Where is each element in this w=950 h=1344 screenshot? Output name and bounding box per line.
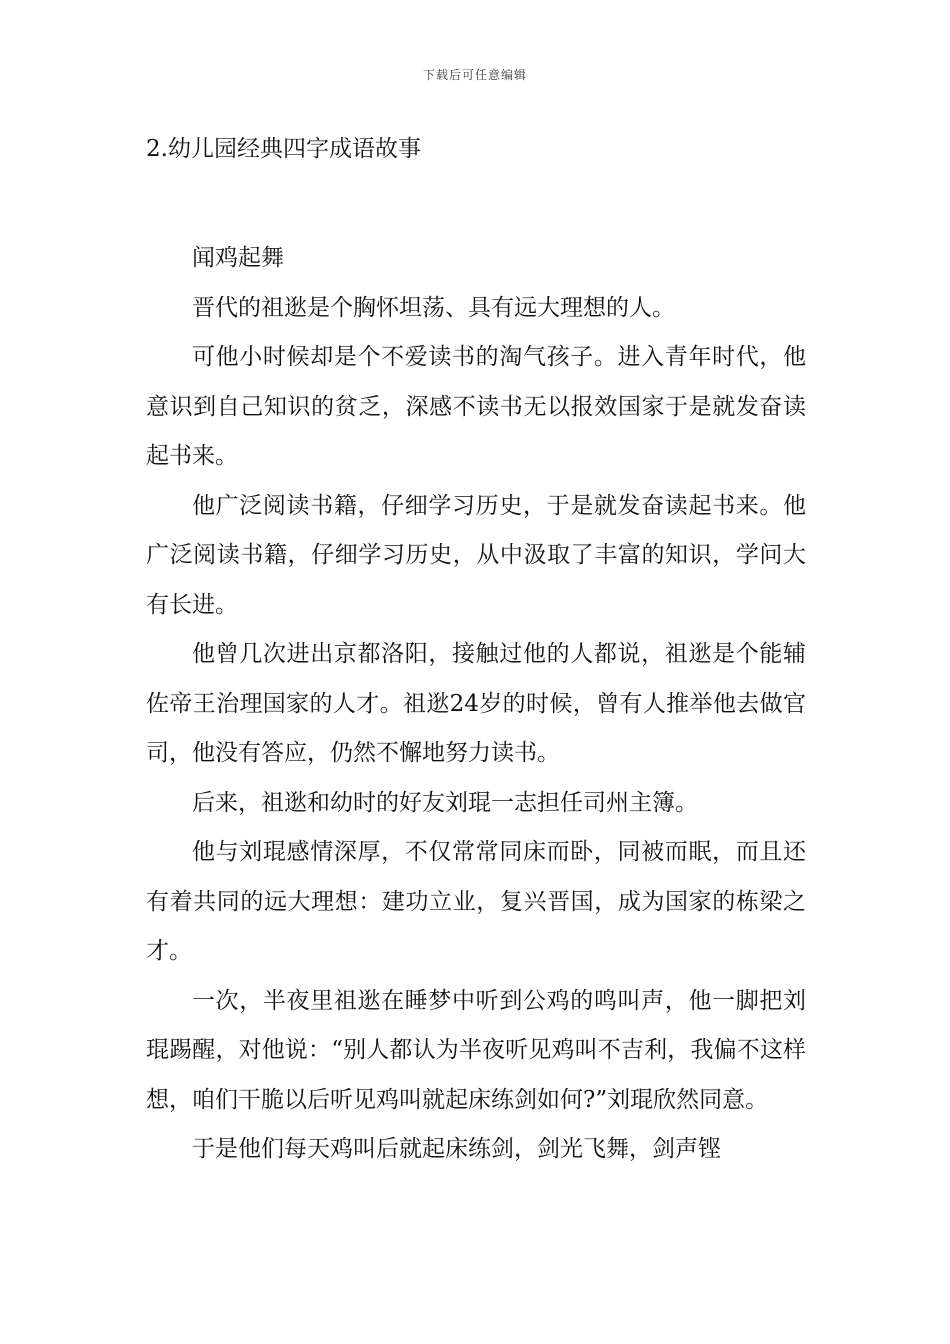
paragraph: 他与刘琨感情深厚，不仅常常同床而卧，同被而眠，而且还有着共同的远大理想：建功立业，复兴晋国，成为国家的栋梁之才。 — [146, 839, 806, 964]
story-title: 闻鸡起舞 — [192, 245, 284, 271]
header-note: 下载后可任意编辑 — [422, 68, 527, 82]
paragraph: 一次，半夜里祖逖在睡梦中听到公鸡的鸣叫声，他一脚把刘琨踢醒，对他说：“别人都认为半夜听见鸡叫不吉利，我偏不这样想，咱们干脆以后听见鸡叫就起床练剑如何?”刘琨欣然同意。 — [146, 987, 806, 1113]
paragraph: 可他小时候却是个不爱读书的淘气孩子。进入青年时代，他意识到自己知识的贫乏，深感不读书无以报效国家于是就发奋读起书来。 — [146, 344, 806, 469]
document-body — [146, 234, 806, 1175]
paragraph: 后来，祖逖和幼时的好友刘琨一志担任司州主簿。 — [192, 789, 698, 816]
paragraph: 他广泛阅读书籍，仔细学习历史，于是就发奋读起书来。他广泛阅读书籍，仔细学习历史，从中汲取了丰富的知识，学问大有长进。 — [146, 492, 806, 618]
paragraph: 他曾几次进出京都洛阳，接触过他的人都说，祖逖是个能辅佐帝王治理国家的人才。祖逖24岁的时候，曾有人推举他去做官司，他没有答应，仍然不懈地努力读书。 — [146, 641, 806, 766]
paragraph: 于是他们每天鸡叫后就起床练剑，剑光飞舞，剑声铿 — [192, 1136, 721, 1162]
document-title: 2.幼儿园经典四字成语故事 — [146, 136, 421, 162]
paragraph: 晋代的祖逖是个胸怀坦荡、具有远大理想的人。 — [192, 294, 675, 321]
